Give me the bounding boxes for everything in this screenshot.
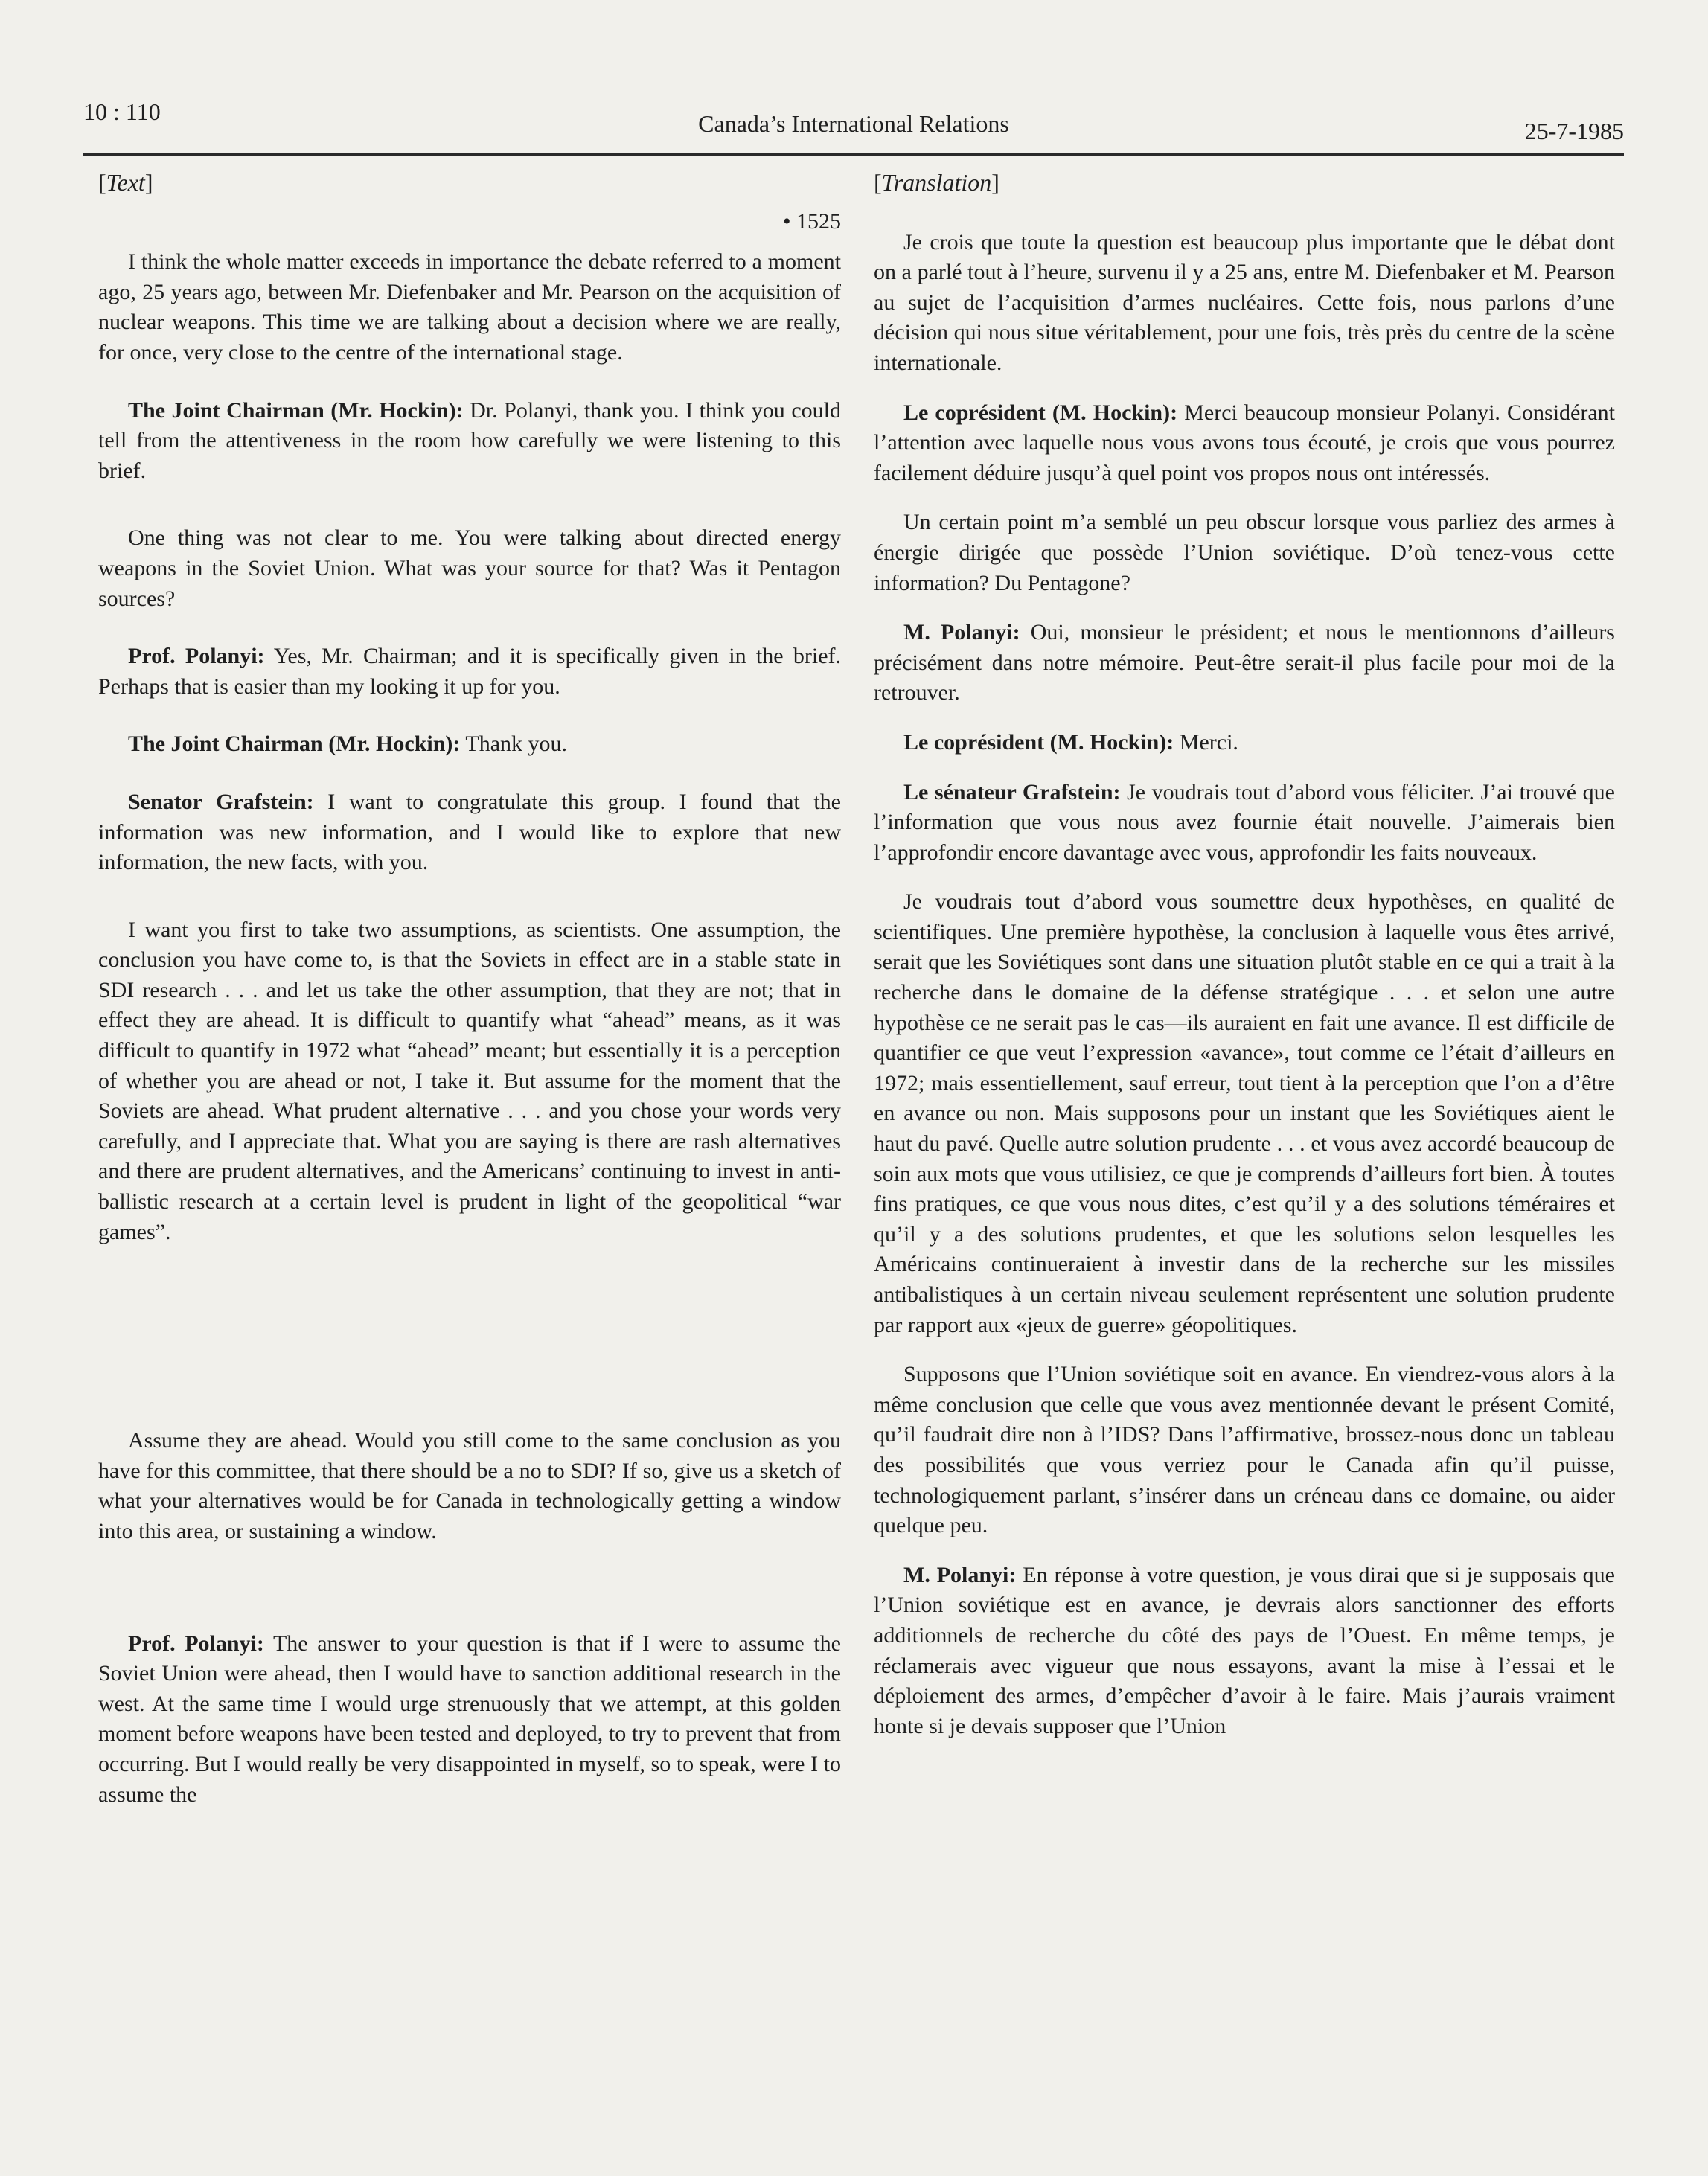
paragraph: I think the whole matter exceeds in importance the debate referred to a moment ago, 25 years ago, between Mr. Diefenbaker and Mr. Pearson on the acquisition of nuclear weapons. This time we are talking about a decision where we are really, for once, very close to the centre of the international stage. bbox=[98, 249, 841, 365]
left-column bbox=[98, 167, 841, 1837]
timestamp: • 1525 bbox=[782, 208, 841, 234]
language-label: [Translation] bbox=[874, 169, 999, 196]
publication-title: Canada’s International Relations bbox=[698, 110, 1009, 137]
paragraph: The Joint Chairman (Mr. Hockin): Dr. Polanyi, thank you. I think you could tell from the attentiveness in the room how carefully we were listening to this brief. bbox=[98, 397, 841, 483]
paragraph: Supposons que l’Union soviétique soit en avance. En viendrez-vous alors à la même conclusion que celle que vous avez mentionnée devant le présent Comité, qu’il faudrait dire non à l’IDS? Dans l’affirmative, brossez-nous donc un tableau des possibilités que vous verriez pour le Canada afin qu’il puisse, technologiquement parlant, s’insérer dans un créneau dans ce domaine, ou aider quelque peu. bbox=[874, 1362, 1615, 1538]
paragraph: Le coprésident (M. Hockin): Merci beaucoup monsieur Polanyi. Considérant l’attention avec laquelle nous vous avons tous écouté, je crois que vous pourrez facilement déduire jusqu’à quel point vos propos nous ont intéressés. bbox=[874, 400, 1616, 485]
paragraph: M. Polanyi: Oui, monsieur le président; et nous le mentionnons d’ailleurs précisément dans notre mémoire. Peut-être serait-il plus facile pour moi de la retrouver. bbox=[874, 620, 1615, 705]
page-date: 25-7-1985 bbox=[1524, 118, 1624, 144]
paragraph: Prof. Polanyi: The answer to your question is that if I were to assume the Soviet Union were ahead, then I would have to sanction additional research in the west. At the same time I would urge strenuously that we attempt, at this golden moment before weapons have been tested and deployed, to try to prevent that from occurring. But I would really be very disappointed in myself, so to speak, were I to assume the bbox=[98, 1631, 841, 1807]
paragraph: Le coprésident (M. Hockin): Merci. bbox=[903, 729, 1238, 755]
paragraph: Je voudrais tout d’abord vous soumettre deux hypothèses, en qualité de scientifiques. Une première hypothèse, la conclusion à laquelle vous êtes arrivé, serait que les Soviétiques sont dans une situation plutôt stable en ce qui a trait à la recherche dans le domaine de la défense stratégique . . . et selon une autre hypothèse ce ne serait pas le cas—ils auraient en fait une avance. Il est difficile de quantifier ce que veut l’expression «avance», tout comme ce l’était d’ailleurs en 1972; mais essentiellement, sauf erreur, tout tient à la perception que l’on a d’être en avance ou non. Mais supposons pour un instant que les Soviétiques aient le haut du pavé. Quelle autre solution prudente . . . et vous avez accordé beaucoup de soin aux mots que vous utilisiez, ce que je comprends d’ailleurs fort bien. À toutes fins pratiques, ce que vous nous dites, c’est qu’il y a des solutions téméraires et qu’il y a des solutions prudentes, et que les solutions selon lesquelles les Américains continueraient à investir dans de la recherche sur les missiles antibalistiques à un certain niveau seulement représentent une solution prudente par rapport aux «jeux de guerre» géopolitiques. bbox=[874, 889, 1615, 1337]
page-number: 10 : 110 bbox=[83, 98, 161, 125]
paragraph: One thing was not clear to me. You were talking about directed energy weapons in the Soviet Union. What was your source for that? Was it Pentagon sources? bbox=[98, 525, 841, 611]
paragraph: Je crois que toute la question est beaucoup plus importante que le débat dont on a parlé tout à l’heure, survenu il y a 25 ans, entre M. Diefenbaker et M. Pearson au sujet de l’acquisition d’armes nucléaires. Cette fois, nous parlons d’une décision qui nous situe véritablement, pour une fois, très près du centre de la scène internationale. bbox=[874, 229, 1615, 375]
paragraph: Prof. Polanyi: Yes, Mr. Chairman; and it is specifically given in the brief. Perhaps that is easier than my looking it up for you. bbox=[98, 644, 841, 699]
right-column bbox=[874, 167, 1615, 1761]
paragraph: M. Polanyi: En réponse à votre question, je vous dirai que si je supposais que l’Union soviétique est en avance, je devrais alors sanctionner des efforts additionnels de recherche du côté des pays de l’Ouest. En même temps, je réclamerais avec vigueur que nous essayons, avant la mise à l’essai et le déploiement des armes, d’empêcher d’avoir à le faire. Mais j’aurais vraiment honte si je devais supposer que l’Union bbox=[874, 1562, 1615, 1738]
paragraph: Le sénateur Grafstein: Je voudrais tout d’abord vous féliciter. J’ai trouvé que l’information que vous nous avez fournie était nouvelle. J’aimerais bien l’approfondir encore davantage avec vous, approfondir les faits nouveaux. bbox=[874, 779, 1615, 865]
paragraph: I want you first to take two assumptions, as scientists. One assumption, the conclusion you have come to, is that the Soviets in effect are in a stable state in SDI research . . . and let us take the other assumption, that they are not; that in effect they are ahead. It is difficult to quantify what “ahead” means, as it was difficult to quantify in 1972 what “ahead” meant; but essentially it is a perception of whether you are ahead or not, I take it. But assume for the moment that the Soviets are ahead. What prudent alternative . . . and you chose your words very carefully, and I appreciate that. What you are saying is there are rash alternatives and there are prudent alternatives, and the Americans’ continuing to invest in anti-ballistic research at a certain level is prudent in light of the geopolitical “war games”. bbox=[98, 917, 841, 1244]
paragraph: The Joint Chairman (Mr. Hockin): Thank you. bbox=[128, 732, 568, 757]
paragraph: Senator Grafstein: I want to congratulate this group. I found that the information was new information, and I would like to explore that new information, the new facts, with you. bbox=[98, 789, 841, 875]
language-label: [Text] bbox=[98, 169, 153, 196]
paragraph: Assume they are ahead. Would you still come to the same conclusion as you have for this committee, that there should be a no to SDI? If so, give us a sketch of what your alternatives would be for Canada in technologically getting a window into this area, or sustaining a window. bbox=[98, 1428, 841, 1543]
paragraph: Un certain point m’a semblé un peu obscur lorsque vous parliez des armes à énergie dirigée que possède l’Union soviétique. D’où tenez-vous cette information? Du Pentagone? bbox=[874, 510, 1615, 595]
page-header bbox=[83, 95, 1624, 156]
